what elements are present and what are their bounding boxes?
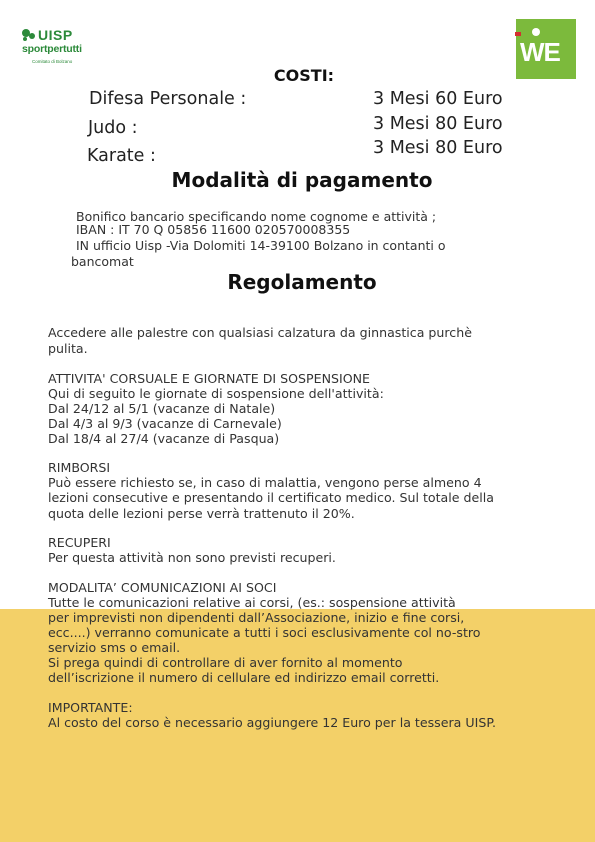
rules-title: Regolamento — [227, 270, 377, 294]
rules-line: Tutte le comunicazioni relative ai corsi, (es.: sospensione attività — [48, 595, 456, 610]
uisp-logo-tagline: sportpertutti — [22, 43, 82, 55]
rules-line: per imprevisti non dipendenti dall’Associazione, inizio e fine corsi, — [48, 610, 465, 625]
rules-heading: RECUPERI — [48, 535, 111, 550]
payment-title: Modalità di pagamento — [171, 168, 433, 192]
flag-icon — [515, 32, 521, 36]
rules-line: Si prega quindi di controllare di aver fornito al momento — [48, 655, 403, 670]
uisp-logo-subtitle: Comitato di Bolzano — [32, 59, 73, 64]
rules-line: Qui di seguito le giornate di sospensione dell'attività: — [48, 386, 384, 401]
rules-line: Dal 24/12 al 5/1 (vacanze di Natale) — [48, 401, 276, 416]
costs-title: COSTI: — [273, 66, 335, 85]
price-value: 3 Mesi 80 Euro — [373, 114, 503, 134]
rules-line: servizio sms o email. — [48, 640, 181, 655]
price-label: Judo : — [88, 118, 138, 138]
rules-heading: RIMBORSI — [48, 460, 111, 475]
payment-line: IN ufficio Uisp -Via Dolomiti 14-39100 Bolzano in contanti o — [76, 238, 446, 253]
rules-line: quota delle lezioni perse verrà trattenuto il 20%. — [48, 506, 355, 521]
price-label: Karate : — [87, 146, 156, 166]
rules-line: ecc....) verranno comunicate a tutti i soci esclusivamente col no-stro — [48, 625, 481, 640]
rules-line: Dal 4/3 al 9/3 (vacanze di Carnevale) — [48, 416, 282, 431]
rules-line: Per questa attività non sono previsti recuperi. — [48, 550, 336, 565]
payment-line: Bonifico bancario specificando nome cognome e attività ; — [76, 209, 437, 224]
price-value: 3 Mesi 60 Euro — [373, 89, 503, 109]
uisp-logo-word: UISP — [38, 27, 73, 43]
rules-heading: IMPORTANTE: — [48, 700, 133, 715]
price-value: 3 Mesi 80 Euro — [373, 138, 503, 158]
rules-line: Può essere richiesto se, in caso di malattia, vengono perse almeno 4 — [48, 475, 482, 490]
price-label: Difesa Personale : — [89, 89, 247, 109]
rules-line: Accedere alle palestre con qualsiasi calzatura da ginnastica purchè — [48, 325, 472, 340]
rules-line: lezioni consecutive e presentando il certificato medico. Sul totale della — [48, 490, 494, 505]
payment-line: IBAN : IT 70 Q 05856 11600 020570008355 — [76, 222, 351, 237]
rules-line: dell’iscrizione il numero di cellulare ed indirizzo email corretti. — [48, 670, 440, 685]
uisp-logo-icon — [21, 28, 37, 42]
rules-line: pulita. — [48, 341, 88, 356]
rules-line: Dal 18/4 al 27/4 (vacanze di Pasqua) — [48, 431, 280, 446]
rules-heading: ATTIVITA' CORSUALE E GIORNATE DI SOSPENSIONE — [48, 371, 370, 386]
we-logo-dot-icon — [532, 28, 540, 36]
rules-line: Al costo del corso è necessario aggiungere 12 Euro per la tessera UISP. — [48, 715, 496, 730]
we-logo-text: WE — [520, 37, 560, 67]
payment-line: bancomat — [71, 254, 134, 269]
rules-heading: MODALITA’ COMUNICAZIONI AI SOCI — [48, 580, 277, 595]
